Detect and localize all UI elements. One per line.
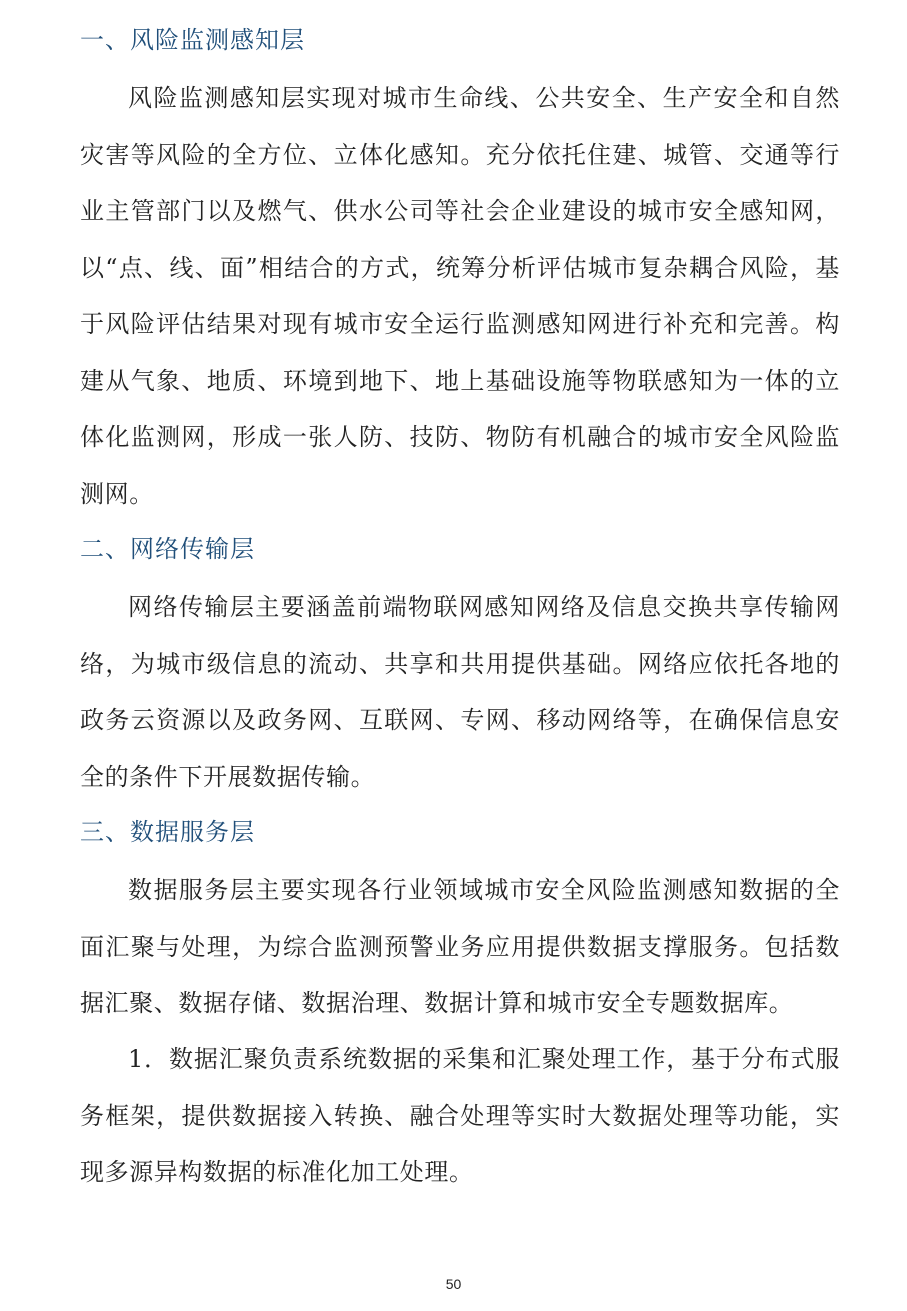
paragraph-network-transmission: 网络传输层主要涵盖前端物联网感知网络及信息交换共享传输网络，为城市级信息的流动、共享和共用提供基础。网络应依托各地的政务云资源以及政务网、互联网、专网、移动网络等，在确保信息安全的条件下开展数据传输。 [80,593,840,791]
paragraph-data-service: 数据服务层主要实现各行业领域城市安全风险监测感知数据的全面汇聚与处理，为综合监测预警业务应用提供数据支撑服务。包括数据汇聚、数据存储、数据治理、数据计算和城市安全专题数据库。 [80,876,840,1017]
paragraph-risk-monitoring: 风险监测感知层实现对城市生命线、公共安全、生产安全和自然灾害等风险的全方位、立体化感知。充分依托住建、城管、交通等行业主管部门以及燃气、供水公司等社会企业建设的城市安全感知网，以“点、线、面”相结合的方式，统筹分析评估城市复杂耦合风险，基于风险评估结果对现有城市安全运行监测感知网进行补充和完善。构建从气象、地质、环境到地下、地上基础设施等物联感知为一体的立体化监测网，形成一张人防、技防、物防有机融合的城市安全风险监测网。 [80,84,840,508]
section-heading-network-transmission: 二、网络传输层 [80,535,255,563]
page-number: 50 [445,1276,462,1292]
paragraph-data-aggregation: 1．数据汇聚负责系统数据的采集和汇聚处理工作，基于分布式服务框架，提供数据接入转换、融合处理等实时大数据处理等功能，实现多源异构数据的标准化加工处理。 [80,1045,840,1186]
section-heading-data-service: 三、数据服务层 [80,818,255,846]
section-heading-risk-monitoring: 一、风险监测感知层 [80,26,305,54]
